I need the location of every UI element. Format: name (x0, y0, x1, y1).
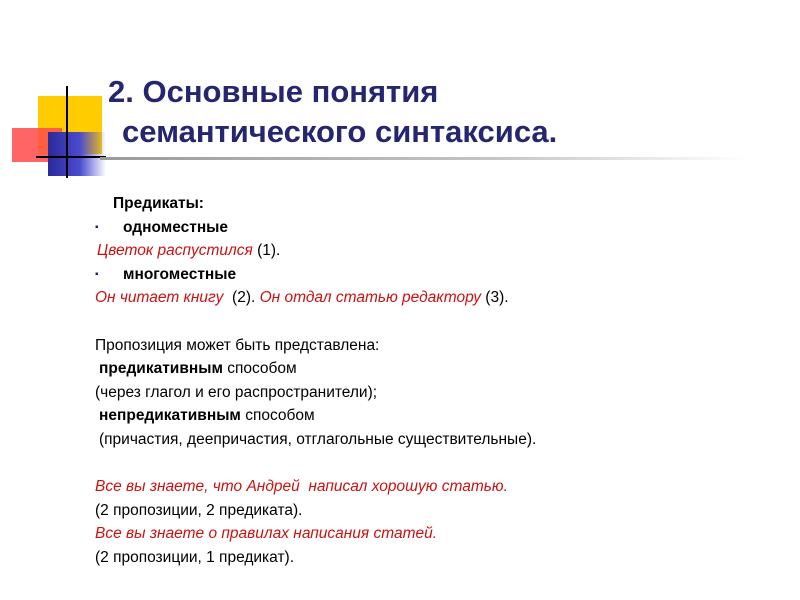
example-2: Он читает книгу (2). Он отдал статью редактору (3). (95, 289, 509, 307)
predicative-detail: (через глагол и его распространители); (95, 383, 378, 401)
slide-title (108, 72, 557, 152)
blue-square (48, 132, 106, 176)
slide-body (95, 192, 775, 570)
predicates-heading: Предикаты: (113, 195, 204, 212)
example-4-note: (2 пропозиции, 1 предикат). (95, 548, 295, 566)
proposition-intro: Пропозиция может быть представлена: (95, 336, 380, 354)
bullet-icon: ▪ (95, 221, 99, 233)
example-3: Все вы знаете, что Андрей написал хорошую статью. (95, 478, 508, 496)
logo-horizontal-line (36, 156, 106, 158)
bullet-item-unary: ▪ одноместные (95, 216, 775, 240)
example-1: Цветок распустился (1). (97, 242, 281, 260)
slide-title-line2: семантического синтаксиса. (122, 114, 558, 149)
title-divider (100, 157, 750, 160)
bullet-icon: ▪ (95, 268, 99, 280)
bullet-item-multi: ▪ многоместные (95, 263, 775, 287)
nonpredicative-detail: (причастия, деепричастия, отглагольные существительные). (99, 430, 537, 448)
nonpredicative-method: непредикативным способом (99, 407, 315, 425)
example-3-note: (2 пропозиции, 2 предиката). (95, 501, 303, 519)
slide-title-line1: 2. Основные понятия (108, 74, 439, 109)
predicative-method: предикативным способом (99, 360, 297, 378)
example-4: Все вы знаете о правилах написания статей. (95, 525, 438, 543)
logo-vertical-line (66, 86, 68, 178)
